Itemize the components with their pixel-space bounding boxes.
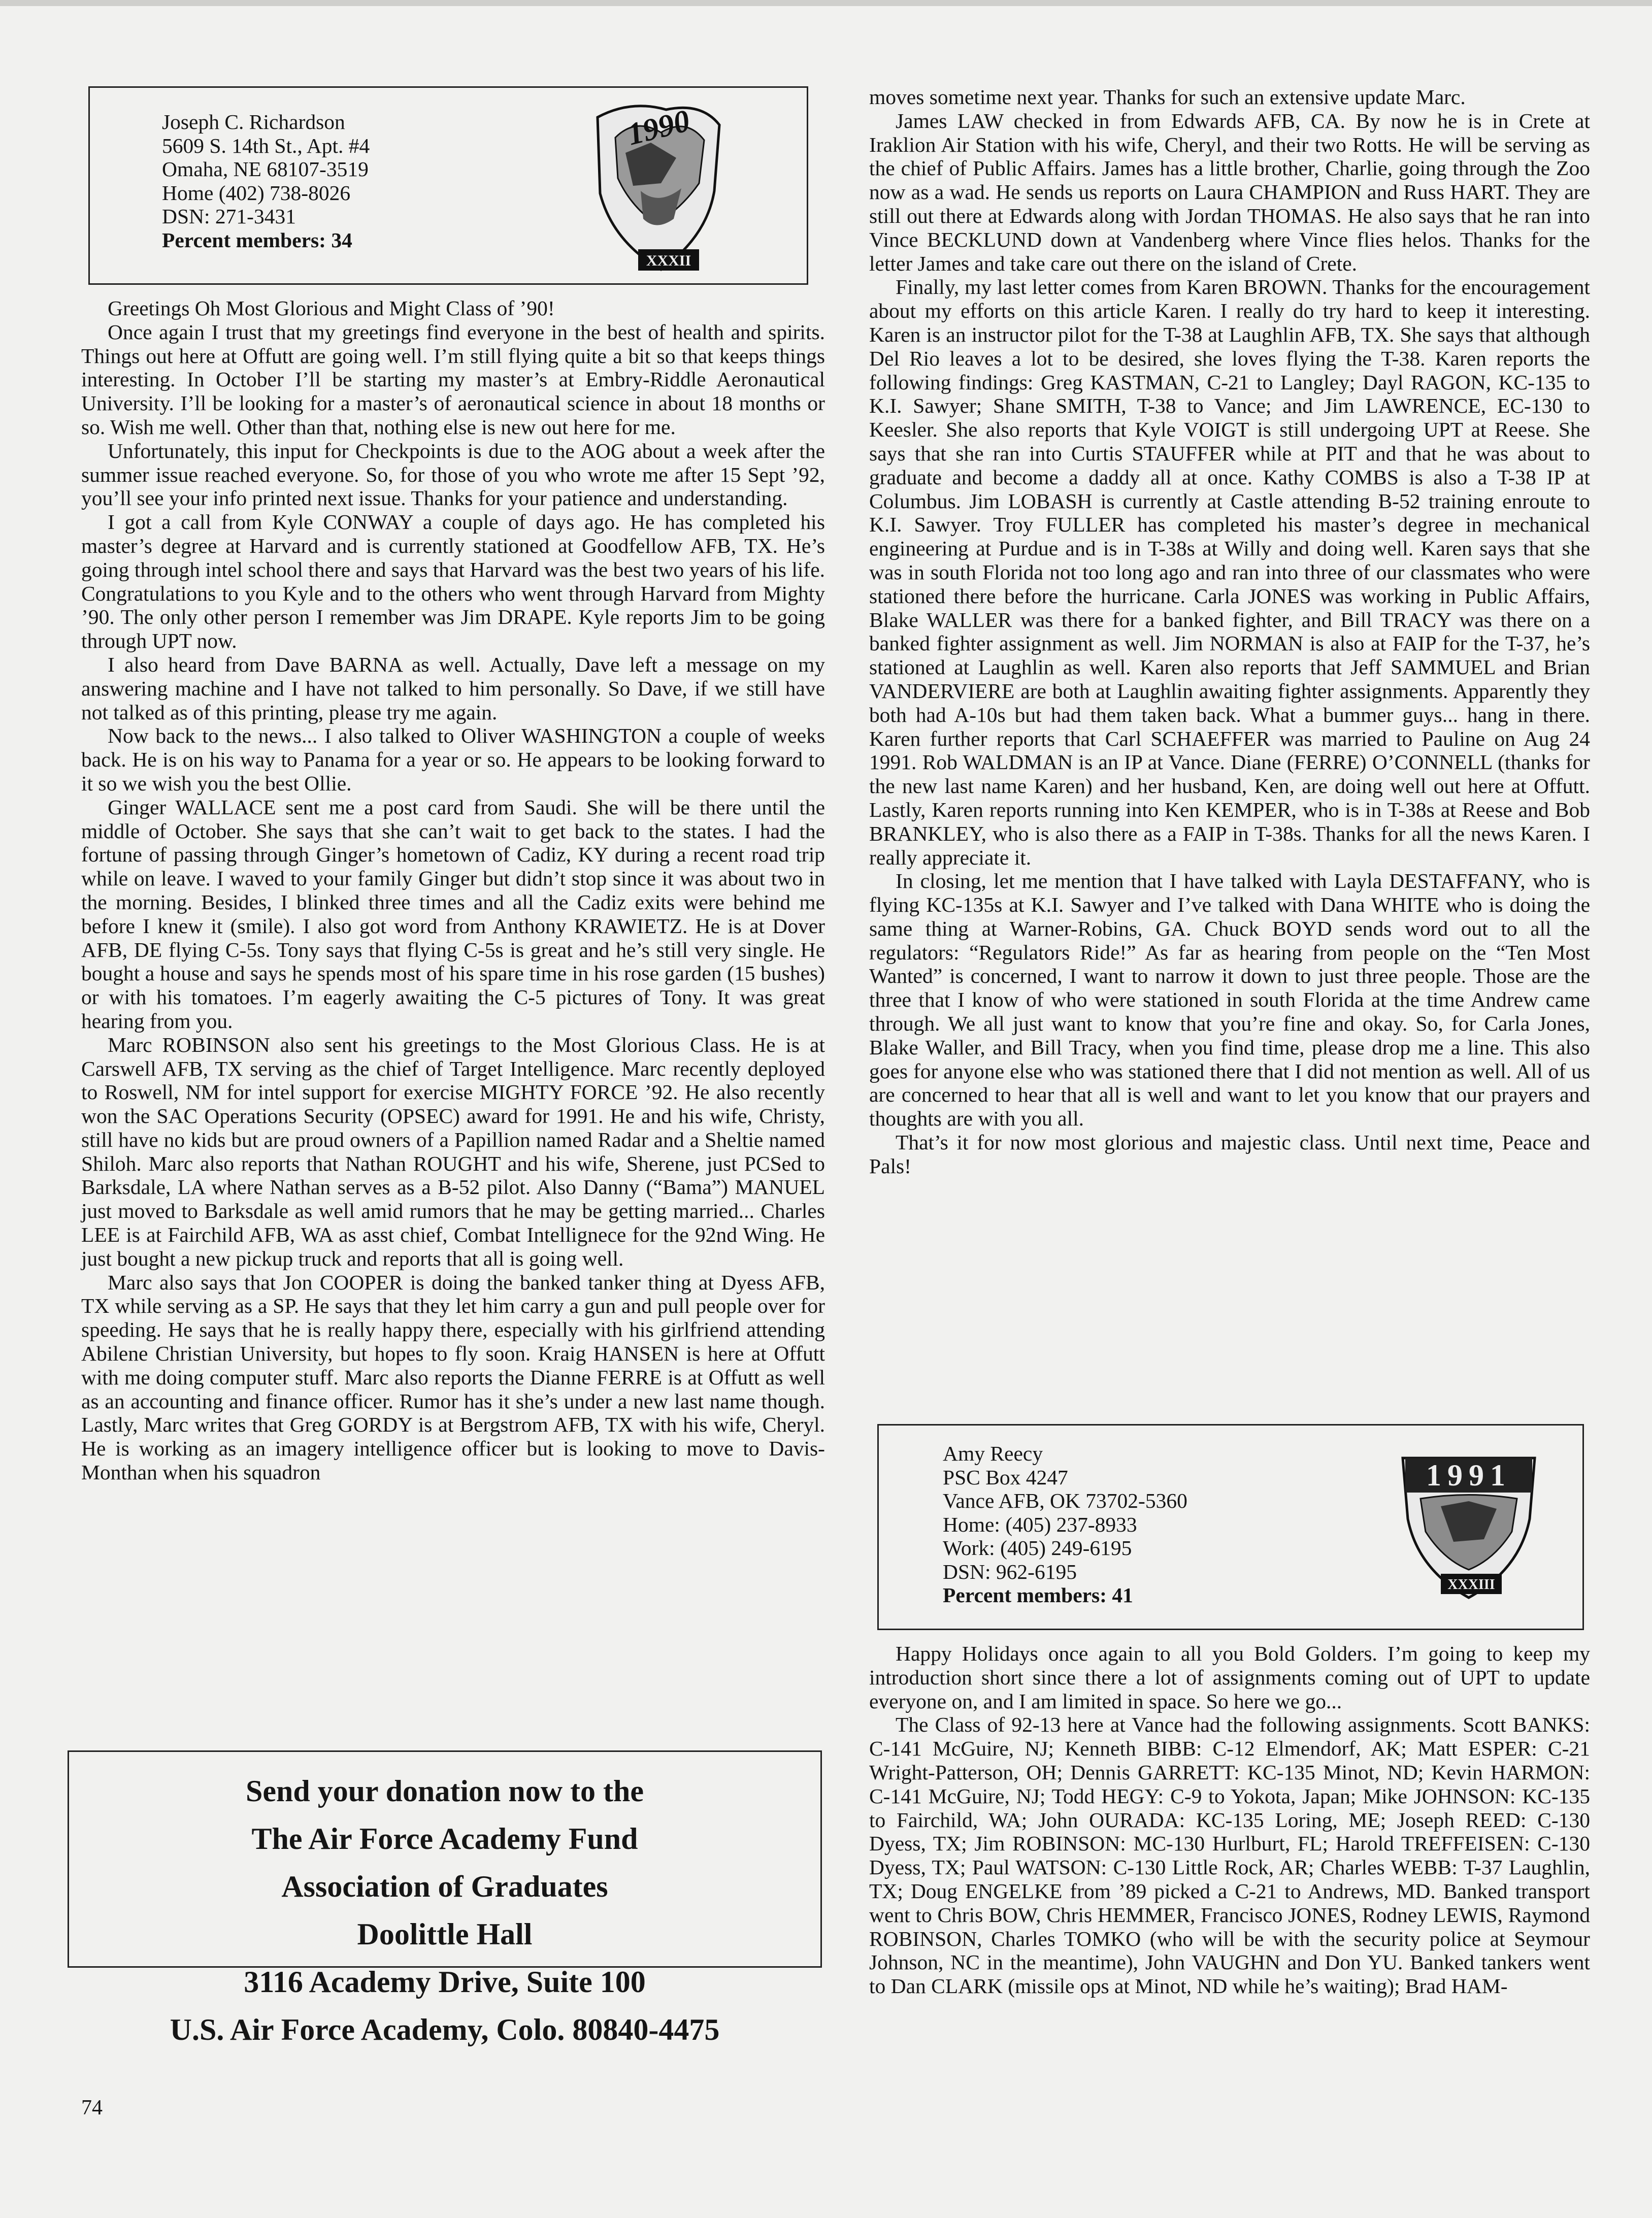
address-line: 5609 S. 14th St., Apt. #4 — [162, 134, 370, 157]
crest-roman: XXXII — [646, 252, 691, 269]
address-line: Home: (405) 237-8933 — [943, 1512, 1137, 1536]
class-1990-address — [162, 110, 370, 252]
address-line: PSC Box 4247 — [943, 1465, 1068, 1489]
donation-line: Send your donation now to the — [245, 1774, 644, 1808]
paragraph: The Class of 92-13 here at Vance had the following assignments. Scott BANKS: C-141 McGuire, NJ; Kenneth BIBB: C-12 Elmendorf, AK; Matt ESPER: C-21 Wright-Patterson, OH; Dennis GARRETT: KC-135 Minot, ND; Kevin HARMON: C-141 McGuire, NJ; Todd HEGY: C-9 to Yokota, Japan; Mike JOHNSON: KC-135 to Fairchild, WA; John OURADA: KC-135 Loring, ME; Joseph REED: C-130 Dyess, TX; Jim ROBINSON: MC-130 Hurlburt, FL; Harold TREFFEISEN: C-130 Dyess, TX; Paul WATSON: C-130 Little Rock, AR; Charles WEBB: T-37 Laughlin, TX; Doug ENGELKE from ’89 picked a C-21 to Andrews, MD. Banked transport went to Chris BOW, Chris HEMMER, Francisco JONES, Rodney LEWIS, Raymond ROBINSON, Charles TOMKO (who will be with the security police at Seymour Johnson, NC in the meantime), John VAUGHN and Don YU. Banked tankers went to Dan CLARK (missile ops at Minot, ND while he’s waiting); Brad HAM- — [869, 1713, 1590, 1998]
donation-box — [68, 1750, 822, 2046]
class-1991-address — [943, 1442, 1187, 1607]
address-line: Vance AFB, OK 73702-5360 — [943, 1489, 1187, 1512]
paragraph: moves sometime next year. Thanks for such an extensive update Marc. — [869, 85, 1466, 109]
percent-members: Percent members: 34 — [162, 228, 352, 252]
crest-roman: XXXIII — [1447, 1577, 1495, 1593]
paragraph: Once again I trust that my greetings find everyone in the best of health and spirits. Things out here at Offutt are going well. I’m still flying quite a bit so that keeps things interesting. In October I’ll be starting my master’s at Embry-Riddle Aeronautical University. I’ll be looking for a master’s of aeronautical science in about 18 months or so. Wish me well. Other than that, nothing else is new out here for me. — [81, 320, 825, 439]
address-line: Omaha, NE 68107-3519 — [162, 157, 369, 181]
crest-year: 1991 — [1426, 1459, 1511, 1492]
paragraph: In closing, let me mention that I have talked with Layla DESTAFFANY, who is flying KC-135s at K.I. Sawyer and I’ve talked with Dana WHITE who is doing the same thing at Warner-Robins, GA. Chuck BOYD sends word out to all the regulators: “Regulators Ride!” As far as hearing from people on the “Ten Most Wanted” is concerned, I want to narrow it down to just three people. Those are the three that I know of who were stationed in south Florida at the time Andrew came through. We all just want to know that you’re fine and okay. So, for Carla Jones, Blake Waller, and Bill Tracy, when you find time, please drop me a line. This also goes for anyone else who was stationed there that I did not mention as well. All of us are concerned to hear that all is well and want to let you know that our prayers and thoughts are with you all. — [869, 869, 1590, 1131]
paragraph: Finally, my last letter comes from Karen BROWN. Thanks for the encouragement about my efforts on this article Karen. I really do try hard to keep it interesting. Karen is an instructor pilot for the T-38 at Laughlin AFB, TX. She says that although Del Rio leaves a lot to be desired, she loves flying the T-38. Karen reports the following findings: Greg KASTMAN, C-21 to Langley; Dayl RAGON, KC-135 to K.I. Sawyer; Shane SMITH, T-38 to Vance; and Jim LAWRENCE, EC-130 to Keesler. She also reports that Kyle VOIGT is still undergoing UPT at Reese. She says that she ran into Curtis STAUFFER while at PIT and that he was about to graduate and become a daddy all at once. Kathy COMBS is also a T-38 IP at Columbus. Jim LOBASH is currently at Castle attending B-52 training enroute to K.I. Sawyer. Troy FULLER has completed his master’s degree in mechanical engineering at Purdue and is in T-38s at Willy and doing well. Karen says that she was in south Florida not too long ago and ran into three of our classmates who were stationed there before the hurricane. Carla JONES was working in Public Affairs, Blake WALLER was there for a banked fighter, and Bill TRACY was there on a banked fighter assignment as well. Jim NORMAN is also at FAIP for the T-37, he’s stationed at Laughlin as well. Karen also reports that Jeff SAMMUEL and Brian VANDERVIERE are both at Laughlin awaiting fighter assignments. Apparently they both had A-10s but had them taken back. What a bummer guys... hang in there. Karen further reports that Carl SCHAEFFER was married to Pauline on Aug 24 1991. Rob WALDMAN is an IP at Vance. Diane (FERRE) O’CONNELL (thanks for the new last name Karen) and her husband, Ken, are doing well out here at Offutt. Lastly, Karen reports running into Ken KEMPER, who is in T-38s at Reese and Bob BRANKLEY, who is also there as a FAIP in T-38s. Thanks for all the news Karen. I really appreciate it. — [869, 275, 1590, 869]
address-line: Home (402) 738-8026 — [162, 181, 351, 205]
class-1990-column — [81, 296, 825, 1484]
donation-line: 3116 Academy Drive, Suite 100 — [244, 1965, 646, 1999]
donation-line: U.S. Air Force Academy, Colo. 80840-4475 — [170, 2013, 720, 2046]
paragraph: I also heard from Dave BARNA as well. Actually, Dave left a message on my answering machine and I have not talked to him personally. So Dave, if we still have not talked as of this printing, please try me again. — [81, 652, 825, 724]
class-1990-contact-box — [88, 86, 808, 285]
page-number: 74 — [81, 2096, 103, 2120]
crest-year: 1990 — [623, 103, 693, 152]
paragraph: Marc also says that Jon COOPER is doing the banked tanker thing at Dyess AFB, TX while serving as a SP. He says that they let him carry a gun and pull people over for speeding. He says that he is really happy there, especially with his girlfriend attending Abilene Christian University, but hopes to fly soon. Kraig HANSEN is here at Offutt with me doing computer stuff. Marc also reports the Dianne FERRE is at Offutt as well as an accounting and finance officer. Rumor has it she’s under a new last name though. Lastly, Marc writes that Greg GORDY is at Bergstrom AFB, TX with his wife, Cheryl. He is working as an imagery intelligence officer but is looking to move to Davis-Monthan when his squadron — [81, 1270, 825, 1484]
paragraph: Ginger WALLACE sent me a post card from Saudi. She will be there until the middle of October. She says that she can’t wait to get back to the states. I had the fortune of passing through Ginger’s hometown of Cadiz, KY during a recent road trip while on leave. I waved to your family Ginger but didn’t stop since it was about two in the morning. Besides, I blinked three times and all the Cadiz exits were behind me before I knew it (smile). I also got word from Anthony KRAWIETZ. He is at Dover AFB, DE flying C-5s. Tony says that flying C-5s is great and he’s still very single. He bought a house and says he spends most of his spare time in his rose garden (15 bushes) or with his tomatoes. I’m eagerly awaiting the C-5 pictures of Tony. It was great hearing from you. — [81, 795, 825, 1033]
address-line: Amy Reecy — [943, 1442, 1043, 1465]
percent-members: Percent members: 41 — [943, 1583, 1133, 1607]
class-1990-crest-icon — [585, 97, 730, 280]
paragraph: Marc ROBINSON also sent his greetings to the Most Glorious Class. He is at Carswell AFB, TX serving as the chief of Target Intelligence. Marc recently deployed to Roswell, NM for intel support for exercise MIGHTY FORCE ’92. He also recently won the SAC Operations Security (OPSEC) award for 1991. He and his wife, Christy, still have no kids but are proud owners of a Papillion named Radar and a Sheltie named Shiloh. Marc also reports that Nathan ROUGHT and his wife, Sherene, just PCSed to Barksdale, LA where Nathan serves as a B-52 pilot. Also Danny (“Bama”) MANUEL just moved to Barksdale as well amid rumors that he may be getting married... Charles LEE is at Fairchild AFB, WA as asst chief, Combat Intellignece for the 92nd Wing. He just bought a new pickup truck and reports that all is going well. — [81, 1033, 825, 1270]
address-line: Work: (405) 249-6195 — [943, 1536, 1132, 1560]
donation-line: Association of Graduates — [281, 1870, 608, 1903]
paragraph: I got a call from Kyle CONWAY a couple of days ago. He has completed his master’s degree at Harvard and is currently stationed at Goodfellow AFB, TX. He’s going through intel school there and says that Harvard was the best two years of his life. Congratulations to you Kyle and to the others who went through Harvard from Mighty ’90. The only other person I remember was Jim DRAPE. Kyle reports Jim to be going through UPT now. — [81, 510, 825, 653]
paragraph: Happy Holidays once again to all you Bold Golders. I’m going to keep my introduction short since there a lot of assignments coming out of UPT to update everyone on, and I am limited in space. So here we go... — [869, 1642, 1590, 1713]
class-1991-crest-icon — [1393, 1443, 1545, 1605]
paragraph: Now back to the news... I also talked to Oliver WASHINGTON a couple of weeks back. He is on his way to Panama for a year or so. He appears to be looking forward to it so we wish you the best Ollie. — [81, 724, 825, 795]
class-1991-contact-box — [877, 1424, 1584, 1630]
paragraph: Greetings Oh Most Glorious and Might Class of ’90! — [108, 296, 555, 320]
donation-line: Doolittle Hall — [357, 1917, 533, 1951]
donation-line: The Air Force Academy Fund — [251, 1822, 638, 1856]
address-line: DSN: 271-3431 — [162, 205, 296, 228]
address-line: DSN: 962-6195 — [943, 1560, 1077, 1583]
address-line: Joseph C. Richardson — [162, 110, 345, 134]
class-1990-column-continued — [869, 85, 1590, 1178]
paragraph: James LAW checked in from Edwards AFB, CA. By now he is in Crete at Iraklion Air Station with his wife, Cheryl, and their two Rotts. He will be serving as the chief of Public Affairs. James has a little brother, Charlie, going through the Zoo now as a wad. He sends us reports on Laura CHAMPION and Russ HART. They are still out there at Edwards along with Jordan THOMAS. He also says that he ran into Vince BECKLUND down at Vandenberg where Vince flies helos. Thanks for the letter James and take care out there on the island of Crete. — [869, 109, 1590, 275]
class-1991-column — [869, 1642, 1590, 1998]
paragraph: Unfortunately, this input for Checkpoints is due to the AOG about a week after the summer issue reached everyone. So, for those of you who wrote me after 15 Sept ’92, you’ll see your info printed next issue. Thanks for your patience and understanding. — [81, 439, 825, 510]
page-top-rule — [0, 0, 1652, 6]
paragraph: That’s it for now most glorious and majestic class. Until next time, Peace and Pals! — [869, 1131, 1590, 1178]
